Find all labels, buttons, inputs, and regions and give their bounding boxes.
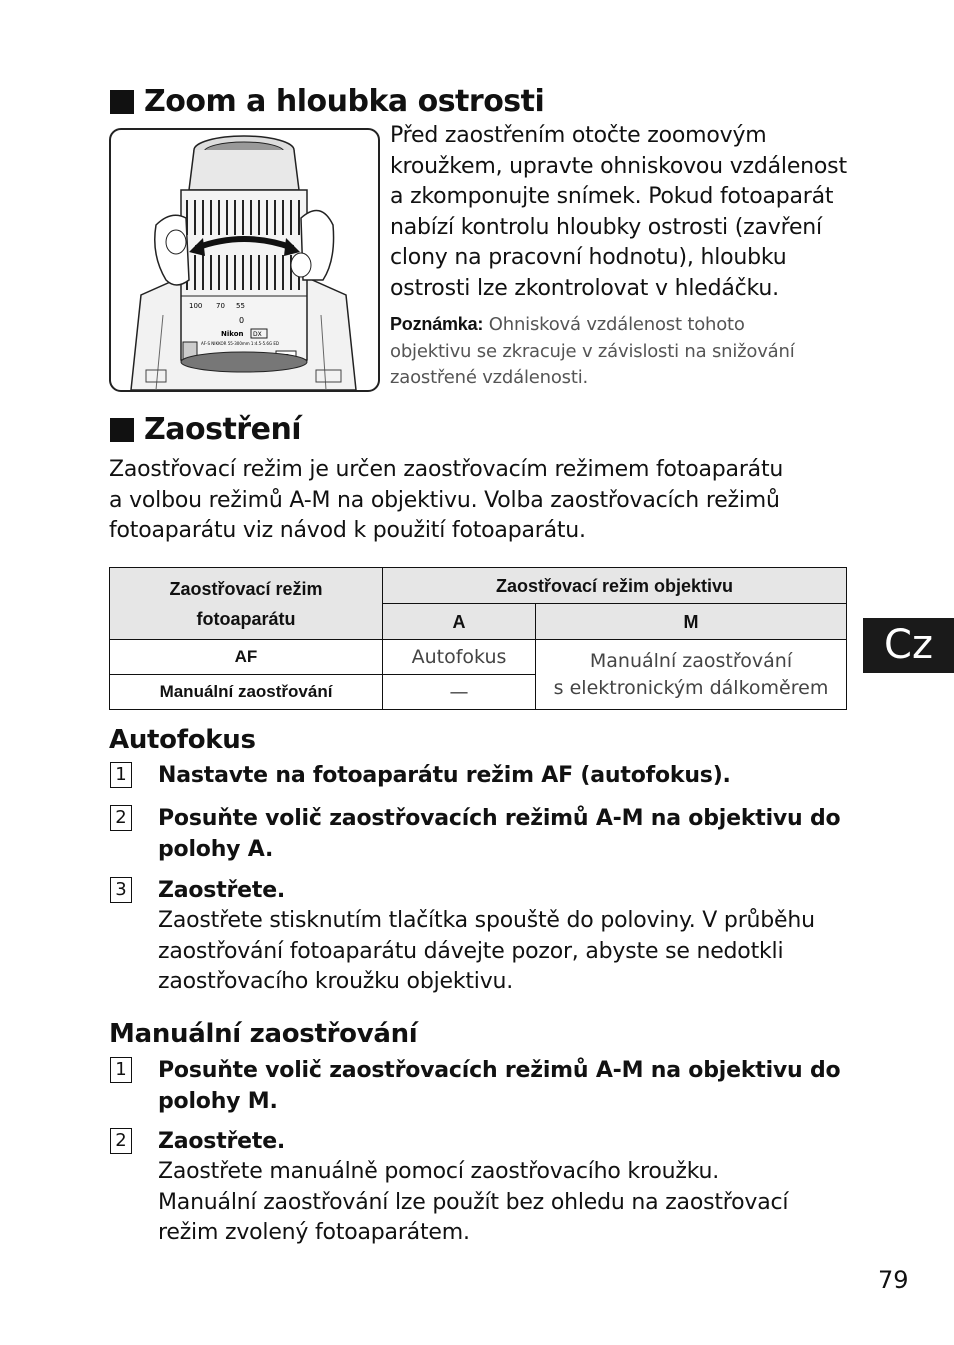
zoom-paragraph-line: a zkomponujte snímek. Pokud fotoaparát (390, 184, 834, 209)
step-number: 1 (110, 762, 132, 788)
section-title-focus (110, 412, 301, 448)
page-number: 79 (878, 1266, 909, 1294)
note-line: zaostřené vzdálenosti. (390, 367, 589, 388)
table-row-mf: Manuální zaostřování (110, 675, 383, 710)
step-body-line: Manuální zaostřování lze použít bez ohledu na zaostřovací (158, 1189, 789, 1215)
table-cell-af-a: Autofokus (383, 640, 536, 675)
note-label: Poznámka: (390, 314, 484, 334)
manual-step-1 (110, 1055, 850, 1119)
step-title (158, 803, 850, 865)
lens-spec-label: AF-S NIKKOR 55-300mm 1:4.5-5.6G ED (201, 341, 279, 346)
manual-step-2 (110, 1126, 850, 1251)
zoom-scale-55: 55 (236, 302, 245, 310)
autofocus-step-2 (110, 803, 850, 867)
step-title-line: polohy M. (158, 1089, 278, 1114)
zoom-paragraph-line: Před zaostřením otočte zoomovým (390, 123, 767, 148)
zoom-note (390, 311, 850, 392)
focus-intro (109, 455, 854, 547)
section-square-icon (110, 90, 134, 114)
lens-brand-label: Nikon (221, 330, 244, 338)
note-line: Ohnisková vzdálenost tohoto (488, 314, 745, 335)
step-title-line: Posuňte volič zaostřovacích režimů A-M na objektivu do (158, 1058, 841, 1083)
note-line: objektivu se zkracuje v závislosti na snižování (390, 340, 795, 362)
step-body-line: zaostřování fotoaparátu dávejte pozor, abyste se nedotkli (158, 938, 784, 964)
zoom-paragraph-line: kroužkem, upravte ohniskovou vzdálenost (390, 153, 847, 179)
step-body (158, 1157, 850, 1249)
table-cell-m-line: Manuální zaostřování (589, 649, 793, 672)
step-number: 2 (110, 1128, 132, 1154)
table-cell-m (536, 640, 847, 710)
autofocus-step-3 (110, 875, 850, 1000)
lens-drawing (111, 130, 378, 390)
lens-illustration (109, 128, 380, 392)
step-body-line: zaostřovacího kroužku objektivu. (158, 969, 514, 994)
focus-scale-0: 0 (239, 316, 245, 325)
lens-dx-label: DX (253, 331, 262, 338)
step-title: Zaostřete. (158, 1129, 286, 1154)
table-lens-header: Zaostřovací režim objektivu (383, 568, 847, 604)
focus-intro-line: fotoaparátu viz návod k použití fotoaparátu. (109, 518, 586, 543)
zoom-scale-70: 70 (216, 302, 225, 310)
step-number: 1 (110, 1057, 132, 1083)
table-col-a: A (383, 604, 536, 640)
step-body-line: režim zvolený fotoaparátem. (158, 1220, 470, 1245)
manual-focus-title: Manuální zaostřování (109, 1019, 418, 1049)
focus-intro-line: Zaostřovací režim je určen zaostřovacím režimem fotoaparátu (109, 457, 784, 482)
zoom-paragraph-line: clony na pracovní hodnotu), hloubku (390, 245, 787, 270)
step-title-line: Posuňte volič zaostřovacích režimů A-M na objektivu do (158, 806, 841, 831)
table-row-af: AF (110, 640, 383, 675)
step-title: Nastavte na fotoaparátu režim AF (autofokus). (158, 763, 731, 788)
autofocus-title: Autofokus (109, 725, 256, 755)
section-title-focus-text: Zaostření (144, 412, 302, 447)
step-body-line: Zaostřete manuálně pomocí zaostřovacího kroužku. (158, 1159, 720, 1184)
section-title-zoom-text: Zoom a hloubka ostrosti (144, 84, 545, 119)
step-title: Zaostřete. (158, 878, 286, 903)
table-corner-header (110, 568, 383, 640)
table-corner-line: fotoaparátu (196, 608, 296, 629)
zoom-paragraph-line: nabízí kontrolu hloubky ostrosti (zavření (390, 214, 822, 240)
step-title (158, 1055, 850, 1117)
zoom-paragraph (390, 121, 850, 304)
step-title-line: polohy A. (158, 837, 274, 862)
table-col-m: M (536, 604, 847, 640)
section-title-zoom (110, 84, 544, 120)
table-cell-mf-a: — (383, 675, 536, 710)
step-body (158, 906, 850, 998)
focus-intro-line: a volbou režimů A-M na objektivu. Volba zaostřovacích režimů (109, 487, 780, 513)
autofocus-step-1 (110, 760, 850, 794)
language-tab: Cz (863, 618, 954, 673)
table-cell-m-line: s elektronickým dálkoměrem (553, 676, 829, 699)
zoom-scale-100: 100 (189, 302, 203, 310)
focus-mode-table (109, 567, 847, 710)
step-number: 3 (110, 877, 132, 903)
step-body-line: Zaostřete stisknutím tlačítka spouště do poloviny. V průběhu (158, 908, 815, 933)
table-corner-line: Zaostřovací režim (169, 578, 323, 599)
section-square-icon (110, 418, 134, 442)
step-number: 2 (110, 805, 132, 831)
zoom-paragraph-line: ostrosti lze zkontrolovat v hledáčku. (390, 275, 779, 301)
